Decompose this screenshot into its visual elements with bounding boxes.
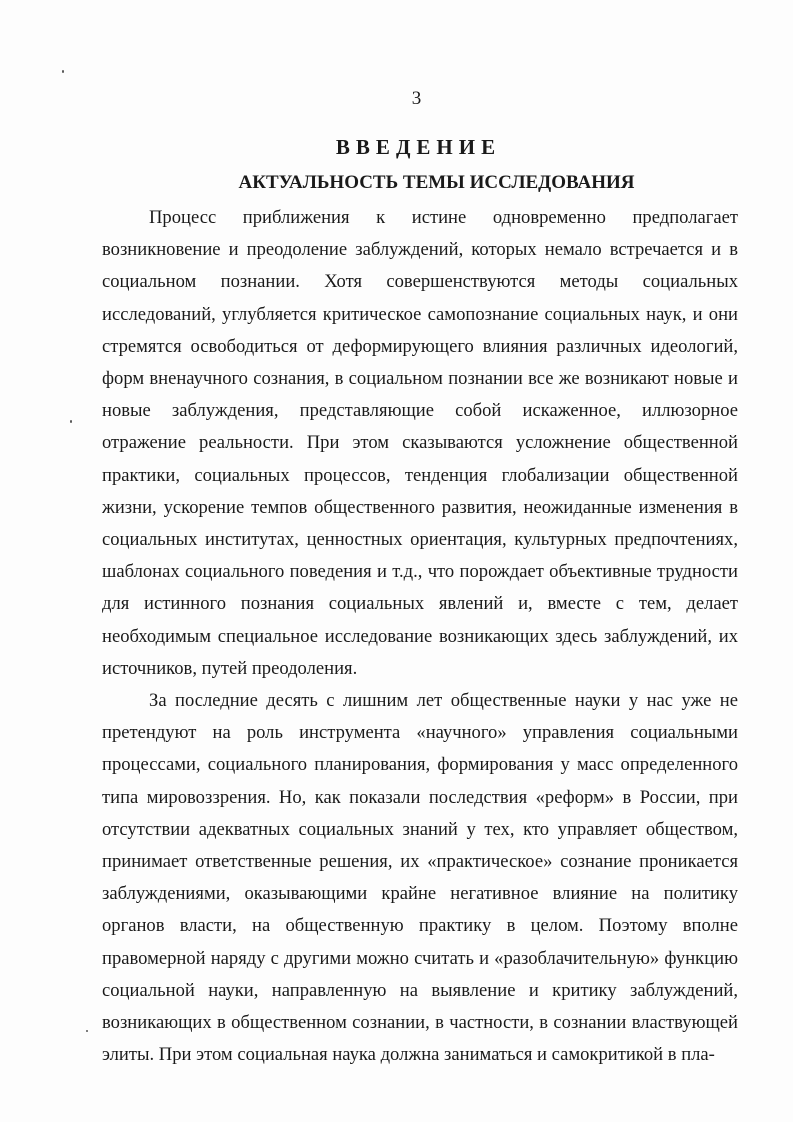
section-heading: АКТУАЛЬНОСТЬ ТЕМЫ ИССЛЕДОВАНИЯ	[238, 172, 635, 193]
scan-speck	[70, 420, 72, 423]
scan-speck	[62, 70, 64, 73]
body-text	[102, 202, 738, 1071]
paragraph: За последние десять с лишним лет общественные науки у нас уже не претендуют на роль инструмента «научного» управления социальными процессами, социального планирования, формирования у масс определенного типа мировоззрения. Но, как показали последствия «реформ» в России, при отсутствии адекватных социальных знаний у тех, кто управляет обществом, принимает ответственные решения, их «практическое» сознание проникается заблуждениями, оказывающими крайне негативное влияние на политику органов власти, на общественную практику в целом. Поэтому вполне правомерной наряду с другими можно считать и «разоблачительную» функцию социальной науки, направленную на выявление и критику заблуждений, возникающих в общественном сознании, в частности, в сознании властвующей элиты. При этом социальная наука должна заниматься и самокритикой в пла-	[102, 690, 738, 1066]
page-title: ВВЕДЕНИЕ	[335, 135, 502, 159]
paragraph: Процесс приближения к истине одновременно предполагает возникновение и преодоление заблуждений, которых немало встречается и в социальном познании. Хотя совершенствуются методы социальных исследований, углубляется критическое самопознание социальных наук, и они стремятся освободиться от деформирующего влияния различных идеологий, форм вненаучного сознания, в социальном познании все же возникают новые и новые заблуждения, представляющие собой искаженное, иллюзорное отражение реальности. При этом сказываются усложнение общественной практики, социальных процессов, тенденция глобализации общественной жизни, ускорение темпов общественного развития, неожиданные изменения в социальных институтах, ценностных ориентация, культурных предпочтениях, шаблонах социального поведения и т.д., что порождает объективные трудности для истинного познания социальных явлений и, вместе с тем, делает необходимым специальное исследование возникающих здесь заблуждений, их источников, путей преодоления.	[102, 207, 738, 679]
scan-speck	[86, 1030, 88, 1032]
page-number: 3	[411, 88, 422, 109]
